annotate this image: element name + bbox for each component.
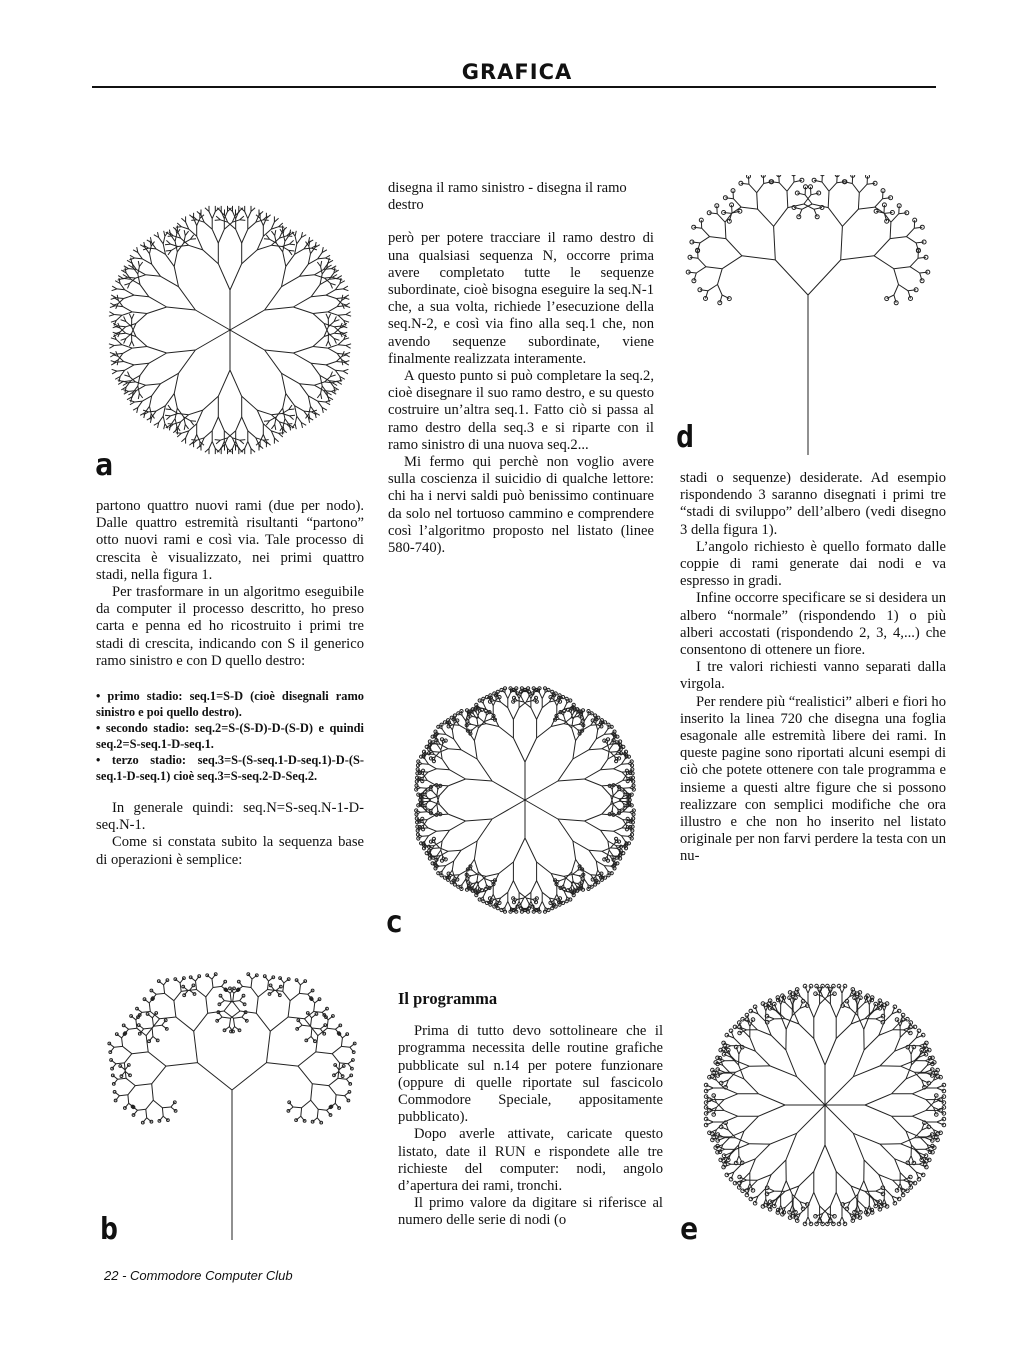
section-heading-programma: Il programma	[398, 989, 498, 1008]
col2-paragraph-2: A questo punto si può completare la seq.2, cioè disegnare il suo ramo destro, e su questo costruire un’altra seq.1. Fatto ciò si passa al ramo destro della seq.3 e si riparte con il ramo sinistro di una nuova seq.2...	[388, 368, 654, 453]
col3-paragraph-2: L’angolo richiesto è quello formato dalle coppie di rami generate dai nodi e va espresso in gradi.	[680, 538, 946, 590]
figure-a-fractal-flower	[80, 180, 380, 480]
stage-item: • primo stadio: seq.1=S-D (cioè disegnali ramo sinistro e poi quello destro).	[96, 689, 364, 720]
fractal-lines	[704, 984, 945, 1225]
figure-e-label: e	[680, 1212, 699, 1247]
col1-paragraph-3: In generale quindi: seq.N=S-seq.N-1-D-seq.N-1.	[96, 800, 364, 834]
col3-paragraph-3: Infine occorre specificare se si desidera un albero “normale” (rispondendo 1) o più alberi accostati (rispondendo 2, 3, 4,...) che consentono di ottenere un fiore.	[680, 590, 946, 659]
figure-d-label: d	[676, 420, 695, 455]
col2-paragraph-1: però per potere tracciare il ramo destro di una qualsiasi sequenza N, occorre prima avere completato tutte le sequenze subordinate, cioè bisogna eseguire la seq.N-1 che, a sua volta, richiede l’esecuzione della seq.N-2, e così via fino alla seq.1 che, non avendo sequenze subordinate, viene finalmente realizzata interamente.	[388, 230, 654, 367]
col1-paragraph-1: partono quattro nuovi rami (due per nodo). Dalle quattro estremità risultanti “partono” otto nuovi rami e così via. Tale processo di crescita è visualizzato, nei primi quattro stadi, nella figura 1.	[96, 498, 364, 583]
column-1-text	[96, 498, 364, 869]
col2-paragraph-3: Mi fermo qui perchè non voglio avere sulla coscienza il suicidio di qualche lettore: chi ha i nervi saldi può benissimo continuare da solo nel tortuoso cammino e comprendere così l’algoritmo proposto nel listato (linee 580-740).	[388, 454, 654, 557]
fractal-lines	[109, 206, 351, 454]
fractal-lines	[686, 175, 930, 455]
figure-b-fractal-tree	[100, 965, 365, 1245]
col3-paragraph-5: Per rendere più “realistici” alberi e fiori ho inserito la linea 720 che disegna una foglia esagonale alle estremità libere dei rami. In queste pagine sono riportati alcuni esempi di ciò che potete ottenere con tale programma e insieme a questi altre figure che si possono realizzare con semplici modifiche che ora illustro e che non ho inserito nel listato originale per non farvi perdere la testa con un nu-	[680, 693, 947, 865]
column-2-text-bottom	[398, 990, 663, 1230]
figure-e-fractal-flower	[680, 960, 970, 1250]
figure-a-label: a	[95, 448, 114, 483]
column-3-text	[680, 470, 946, 866]
figure-d-fractal-tree	[680, 175, 940, 460]
column-2-text-top	[388, 180, 654, 557]
col3-paragraph-1: stadi o sequenze) desiderate. Ad esempio rispondendo 3 saranno disegnati i primi tre “stadi di sviluppo” dell’albero (vedi disegno 3 della figura 1).	[680, 470, 946, 538]
col2-paragraph-4: Prima di tutto devo sottolineare che il programma necessita delle routine grafiche pubblicate sul n.14 per potere funzionare (oppure di quelle riportate sul fascicolo Commodore Speciale, appositamente pubblicato).	[398, 1023, 663, 1126]
col1-paragraph-4: Come si constata subito la sequenza base di operazioni è semplice:	[96, 834, 364, 868]
col2-paragraph-0: disegna il ramo sinistro - disegna il ramo destro	[388, 180, 627, 214]
header-rule	[92, 86, 936, 88]
page-header-title: GRAFICA	[461, 60, 573, 84]
stage-list	[96, 688, 364, 784]
figure-c-label: c	[385, 905, 404, 940]
col3-paragraph-4: I tre valori richiesti vanno separati dalla virgola.	[680, 659, 946, 693]
col1-paragraph-2: Per trasformare in un algoritmo eseguibile da computer il processo descritto, ho preso carta e penna ed ho ricostruito i primi tre stadi di crescita, indicando con S il generico ramo sinistro e con D quello destro:	[96, 584, 364, 669]
fractal-lines	[415, 687, 636, 914]
stage-item: • terzo stadio: seq.3=S-(S-seq.1-D-seq.1)-D-(S-seq.1-D-seq.1) cioè seq.3=S-seq.2-D-Seq.2.	[96, 753, 364, 784]
figure-b-label: b	[100, 1212, 119, 1247]
stage-item: • secondo stadio: seq.2=S-(S-D)-D-(S-D) e quindi seq.2=S-seq.1-D-seq.1.	[96, 721, 364, 752]
fractal-lines	[108, 973, 356, 1240]
col2-paragraph-6: Il primo valore da digitare si riferisce al numero delle serie di nodi (o	[398, 1195, 663, 1229]
figure-c-fractal-flower	[380, 655, 670, 945]
page-footer: 22 - Commodore Computer Club	[104, 1268, 293, 1283]
col2-paragraph-5: Dopo averle attivate, caricate questo listato, date il RUN e rispondete alle tre richieste del computer: nodi, angolo d’apertura dei rami, tronchi.	[398, 1126, 663, 1195]
